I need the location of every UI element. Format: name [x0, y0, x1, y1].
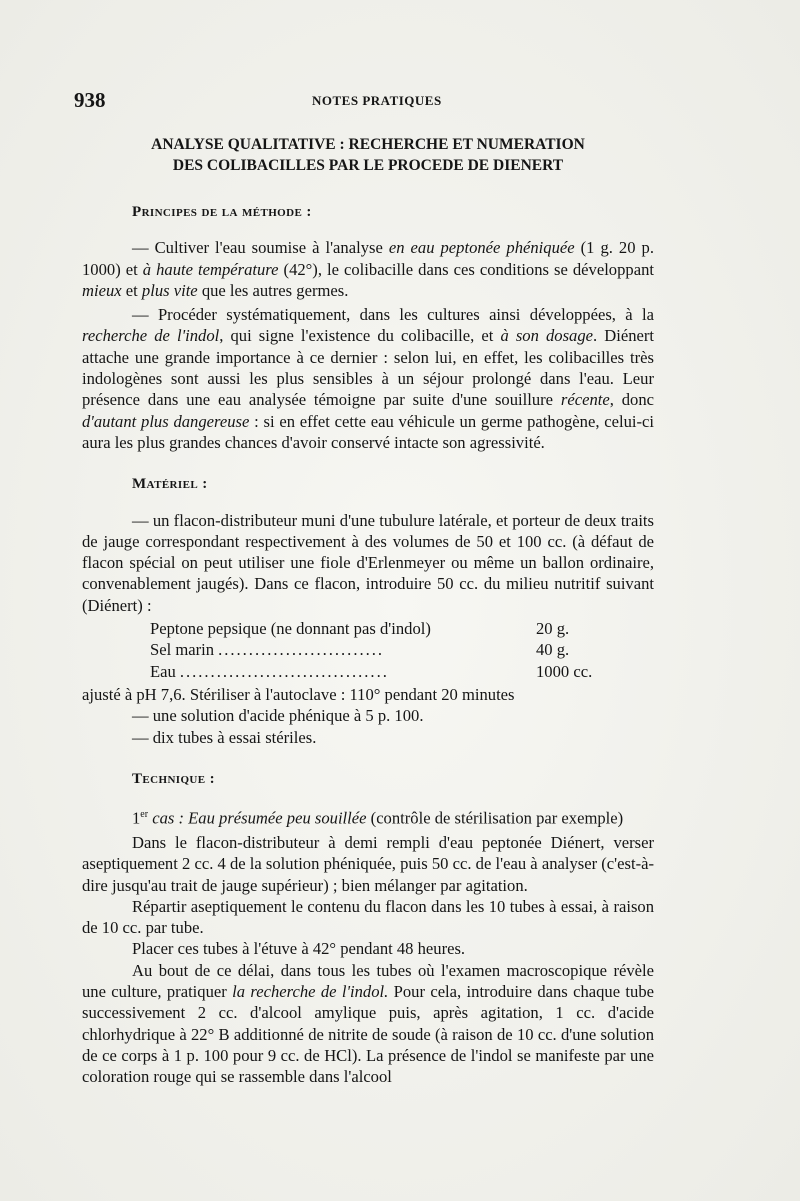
- technique-paragraph-4: Au bout de ce délai, dans tous les tubes où l'examen macroscopique révèle une culture, pratiquer la recherche de l'indol. Pour cela, introduire dans chaque tube successivement 2 cc. d'alcool amylique puis, après agitation, 1 cc. d'acide chlorhydrique à 22° B additionné de nitrite de soude (à raison de 10 cc. d'une solution de ce corps à 1 p. 100 pour 9 cc. de HCl). La présence de l'indol se manifeste par une coloration rouge qui se rassemble dans l'alcool: [82, 960, 654, 1087]
- recipe-ingredient: Sel marin: [150, 640, 215, 660]
- recipe-row: [150, 639, 610, 660]
- recipe-ingredient: Eau: [150, 661, 176, 681]
- materiel-paragraph-1: — un flacon-distributeur muni d'une tubulure latérale, et porteur de deux traits de jauge correspondant respectivement à des volumes de 50 et 100 cc. (à défaut de flacon spécial on peut utiliser une fiole d'Erlenmeyer ou même un ballon ordinaire, convenablement jaugés). Dans ce flacon, introduire 50 cc. du milieu nutritif suivant (Diénert) :: [82, 510, 654, 615]
- technique-case-heading: 1er cas : Eau présumée peu souillée (contrôle de stérilisation par exemple): [132, 808, 624, 828]
- page-content: [82, 134, 654, 1088]
- article-title-line-2: DES COLIBACILLES PAR LE PROCEDE DE DIENERT: [172, 157, 564, 174]
- section-heading-principes: Principes de la méthode :: [132, 204, 312, 220]
- section-heading-technique: Technique :: [132, 770, 216, 787]
- section-heading-materiel: Matériel :: [132, 476, 208, 493]
- recipe-row: [150, 618, 610, 639]
- recipe-quantity: 1000 cc.: [536, 661, 593, 681]
- materiel-after-recipe: ajusté à pH 7,6. Stériliser à l'autoclave : 110° pendant 20 minutes: [82, 684, 515, 704]
- recipe-leader: ..................................: [179, 661, 389, 681]
- recipe-leader: ...........................: [218, 640, 385, 660]
- materiel-item-2: — une solution d'acide phénique à 5 p. 100.: [132, 706, 424, 726]
- materiel-item-3: — dix tubes à essai stériles.: [132, 727, 317, 747]
- recipe-quantity: 40 g.: [536, 640, 570, 660]
- page-number: 938: [74, 88, 106, 112]
- principes-paragraph-1: — Cultiver l'eau soumise à l'analyse en eau peptonée phéniquée (1 g. 20 p. 1000) et à haute température (42°), le colibacille dans ces conditions se développant mieux et plus vite que les autres germes.: [82, 238, 654, 300]
- running-title: NOTES PRATIQUES: [312, 93, 442, 108]
- technique-paragraph-3: Placer ces tubes à l'étuve à 42° pendant 48 heures.: [132, 939, 466, 959]
- article-title-line-1: ANALYSE QUALITATIVE : RECHERCHE ET NUMERATION: [151, 136, 585, 153]
- recipe-ingredient: Peptone pepsique (ne donnant pas d'indol): [150, 619, 431, 639]
- recipe-table: [150, 618, 610, 682]
- technique-paragraph-2: Répartir aseptiquement le contenu du flacon dans les 10 tubes à essai, à raison de 10 cc. par tube.: [82, 896, 654, 938]
- principes-paragraph-2: — Procéder systématiquement, dans les cultures ainsi développées, à la recherche de l'indol, qui signe l'existence du colibacille, et à son dosage. Diénert attache une grande importance à ce dernier : selon lui, en effet, les colibacilles très indologènes sont aussi les plus sensibles à un séjour prolongé dans l'eau. Leur présence dans une eau analysée témoigne par suite d'une souillure récente, donc d'autant plus dangereuse : si en effet cette eau véhicule un germe pathogène, celui-ci aura les plus grandes chances d'avoir conservé intacte son agressivité.: [82, 305, 655, 452]
- running-head: [74, 88, 726, 112]
- article-title: [82, 134, 654, 176]
- recipe-row: [150, 661, 610, 682]
- technique-paragraph-1: Dans le flacon-distributeur à demi rempli d'eau peptonée Diénert, verser aseptiquement 2 cc. 4 de la solution phéniquée, puis 50 cc. de l'eau à analyser (c'est-à-dire jusqu'au trait de jauge supérieur) ; bien mélanger par agitation.: [82, 832, 654, 895]
- recipe-quantity: 20 g.: [536, 619, 570, 639]
